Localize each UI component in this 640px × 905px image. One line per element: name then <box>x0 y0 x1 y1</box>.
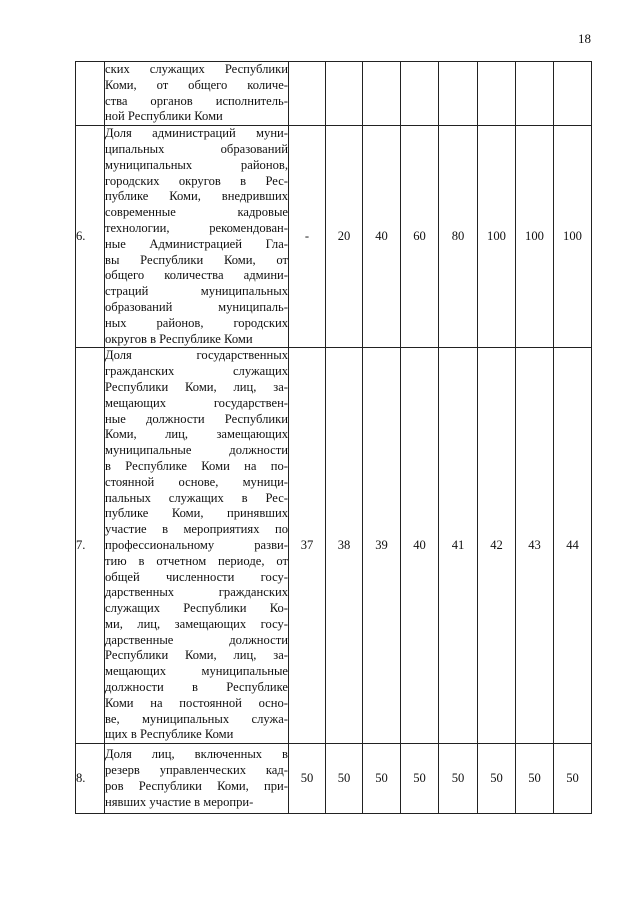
value-cell <box>516 62 554 126</box>
value-cell: 37 <box>289 348 326 744</box>
description-line: стоянной основе, муници- <box>105 474 288 489</box>
description-line: современные кадровые <box>105 205 288 220</box>
value-cell: 44 <box>554 348 592 744</box>
value-cell: 40 <box>401 348 439 744</box>
value-cell: 50 <box>478 744 516 814</box>
value-cell <box>363 62 401 126</box>
value-cell: 80 <box>439 126 478 348</box>
description-line: щих в Республике Коми <box>105 727 234 742</box>
value-cell: 50 <box>516 744 554 814</box>
row-number: 8. <box>76 744 105 814</box>
value-cell: 42 <box>478 348 516 744</box>
description-line: публике Коми, принявших <box>105 506 288 521</box>
value-cell <box>401 62 439 126</box>
indicator-description <box>105 348 289 744</box>
description-line: образований муниципаль- <box>105 299 288 314</box>
value-cell: 38 <box>326 348 363 744</box>
table-row <box>76 62 592 126</box>
description-line: округов в Республике Коми <box>105 331 253 346</box>
description-line: ве, муниципальных служа- <box>105 711 288 726</box>
description-line: публике Коми, внедривших <box>105 189 288 204</box>
description-line: Доля лиц, включенных в <box>105 747 288 762</box>
value-cell <box>289 62 326 126</box>
description-line: профессиональному разви- <box>105 537 288 552</box>
indicator-description <box>105 744 289 814</box>
row-number: 7. <box>76 348 105 744</box>
value-cell: 50 <box>439 744 478 814</box>
value-cell: 50 <box>326 744 363 814</box>
description-line: должности в Республике <box>105 680 288 695</box>
description-line: Доля администраций муни- <box>105 126 288 141</box>
description-line: ми, лиц, замещающих госу- <box>105 616 288 631</box>
description-line: муниципальные должности <box>105 443 288 458</box>
indicator-description <box>105 62 289 126</box>
value-cell <box>478 62 516 126</box>
value-cell: 50 <box>363 744 401 814</box>
description-line: ные должности Республики <box>105 411 288 426</box>
description-line: гражданских служащих <box>105 364 288 379</box>
row-number: 6. <box>76 126 105 348</box>
row-number <box>76 62 105 126</box>
description-line: муниципальных районов, <box>105 157 288 172</box>
value-cell <box>326 62 363 126</box>
description-line: ных районов, городских <box>105 315 288 330</box>
value-cell: 100 <box>478 126 516 348</box>
value-cell <box>439 62 478 126</box>
value-cell: 100 <box>554 126 592 348</box>
page-number: 18 <box>578 31 591 46</box>
value-cell: 40 <box>363 126 401 348</box>
description-line: участие в мероприятиях по <box>105 522 288 537</box>
value-cell: 100 <box>516 126 554 348</box>
description-line: общего количества админи- <box>105 268 288 283</box>
value-cell: 50 <box>554 744 592 814</box>
table-row <box>76 744 592 814</box>
value-cell: 39 <box>363 348 401 744</box>
description-line: мещающих муниципальные <box>105 664 288 679</box>
description-line: дарственных гражданских <box>105 585 288 600</box>
description-line: тию в отчетном периоде, от <box>105 553 288 568</box>
value-cell: 41 <box>439 348 478 744</box>
description-line: Республики Коми, лиц, за- <box>105 379 288 394</box>
description-line: ских служащих Республики <box>105 62 288 76</box>
value-cell: 50 <box>289 744 326 814</box>
description-line: пальных служащих в Рес- <box>105 490 288 505</box>
description-line: городских округов в Рес- <box>105 173 288 188</box>
value-cell: - <box>289 126 326 348</box>
description-line: Коми на постоянной осно- <box>105 695 288 710</box>
value-cell: 50 <box>401 744 439 814</box>
description-line: страций муниципальных <box>105 284 288 299</box>
description-line: технологии, рекомендован- <box>105 220 288 235</box>
table-row <box>76 126 592 348</box>
description-line: ные Администрацией Гла- <box>105 236 288 251</box>
description-line: ров Республики Коми, при- <box>105 778 288 793</box>
value-cell: 43 <box>516 348 554 744</box>
description-line: служащих Республики Ко- <box>105 601 288 616</box>
description-line: мещающих государствен- <box>105 395 288 410</box>
description-line: Республики Коми, лиц, за- <box>105 648 288 663</box>
indicator-table <box>75 61 592 814</box>
value-cell <box>554 62 592 126</box>
indicator-description <box>105 126 289 348</box>
description-line: общей численности госу- <box>105 569 288 584</box>
description-line: нявших участие в меропри- <box>105 794 254 809</box>
description-line: вы Республики Коми, от <box>105 252 288 267</box>
description-line: в Республике Коми на по- <box>105 458 288 473</box>
value-cell: 60 <box>401 126 439 348</box>
description-line: ства органов исполнитель- <box>105 93 288 108</box>
description-line: ной Республики Коми <box>105 109 223 124</box>
value-cell: 20 <box>326 126 363 348</box>
description-line: Коми, от общего количе- <box>105 77 288 92</box>
description-line: дарственные должности <box>105 632 288 647</box>
description-line: Доля государственных <box>105 348 288 363</box>
description-line: Коми, лиц, замещающих <box>105 427 288 442</box>
table-row <box>76 348 592 744</box>
description-line: резерв управленческих кад- <box>105 762 288 777</box>
description-line: ципальных образований <box>105 141 288 156</box>
